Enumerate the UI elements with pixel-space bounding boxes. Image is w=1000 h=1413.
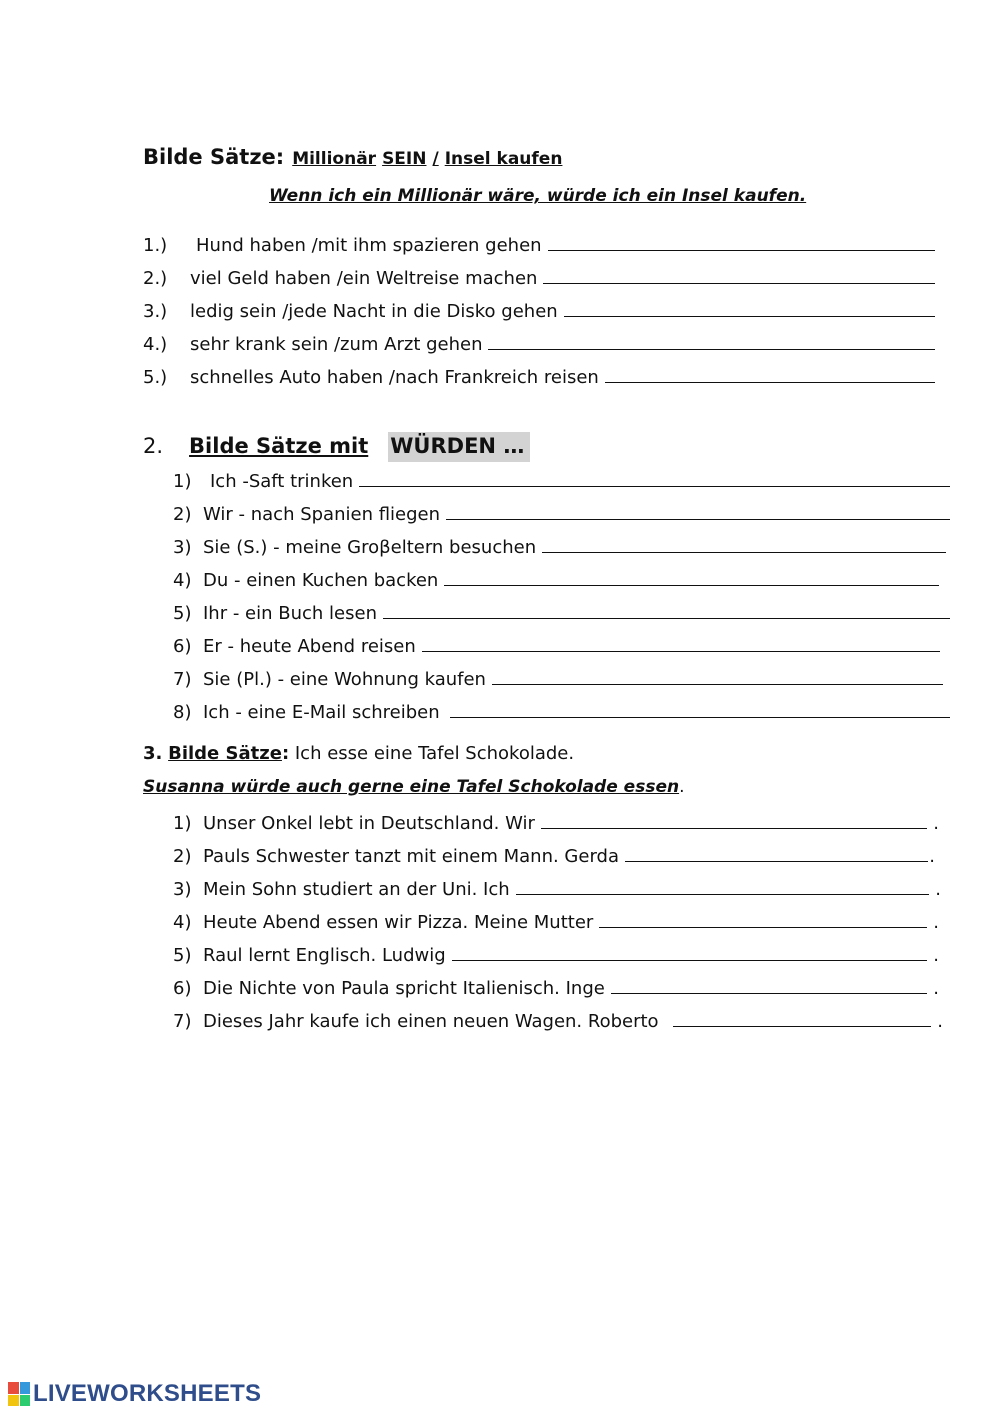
item-number: 1) [173, 471, 192, 492]
section1-title: Bilde Sätze: [143, 145, 285, 169]
item-prompt: Raul lernt Englisch. Ludwig [203, 945, 446, 966]
exercise-row [173, 812, 939, 834]
item-prompt: Du - einen Kuchen backen [203, 570, 439, 591]
logo-cube-tile [8, 1395, 19, 1407]
item-prompt: sehr krank sein /zum Arzt gehen [190, 334, 483, 355]
section1-subtitle [292, 149, 568, 169]
exercise-row [173, 878, 941, 900]
item-number: 4.) [143, 334, 168, 355]
section3-number: 3. [143, 743, 163, 764]
liveworksheets-logo [8, 1380, 261, 1408]
answer-line[interactable] [564, 300, 935, 317]
item-number: 1.) [143, 235, 168, 256]
item-number: 3.) [143, 301, 168, 322]
item-prompt: Heute Abend essen wir Pizza. Meine Mutter [203, 912, 594, 933]
answer-line[interactable] [673, 1010, 932, 1027]
exercise-row [143, 267, 935, 289]
item-end: . [933, 945, 939, 966]
item-number: 5.) [143, 367, 168, 388]
answer-line[interactable] [611, 977, 927, 994]
answer-line[interactable] [548, 234, 935, 251]
item-prompt: Die Nichte von Paula spricht Italienisch. Inge [203, 978, 605, 999]
exercise-row [143, 333, 935, 355]
item-number: 2) [173, 846, 192, 867]
section3-title: Bilde Sätze [168, 743, 282, 764]
answer-line[interactable] [488, 333, 935, 350]
item-number: 6) [173, 636, 192, 657]
item-prompt: ledig sein /jede Nacht in die Disko gehen [190, 301, 558, 322]
exercise-row [173, 701, 950, 723]
answer-line[interactable] [605, 366, 935, 383]
answer-line[interactable] [516, 878, 930, 895]
exercise-row [173, 944, 939, 966]
answer-line[interactable] [446, 503, 950, 520]
item-end: . [933, 978, 939, 999]
section2-highlight: WÜRDEN … [388, 432, 530, 462]
item-number: 4) [173, 570, 192, 591]
answer-line[interactable] [422, 635, 940, 652]
answer-line[interactable] [542, 536, 946, 553]
section1-heading [143, 145, 568, 169]
answer-line[interactable] [383, 602, 950, 619]
section2-number: 2. [143, 434, 164, 458]
item-prompt: Ich - eine E-Mail schreiben [203, 702, 440, 723]
exercise-row [173, 911, 939, 933]
exercise-row [173, 668, 943, 690]
logo-text: LIVEWORKSHEETS [33, 1380, 262, 1407]
exercise-row [173, 470, 950, 492]
item-end: . [929, 846, 935, 867]
item-number: 3) [173, 879, 192, 900]
section1-example: Wenn ich ein Millionär wäre, würde ich ein Insel kaufen. [269, 186, 807, 206]
section3-example-end: . [679, 777, 685, 797]
answer-line[interactable] [543, 267, 935, 284]
section3-instruction: Ich esse eine Tafel Schokolade. [294, 743, 575, 764]
subtitle-part: Insel kaufen [444, 149, 563, 169]
section3-example: Susanna würde auch gerne eine Tafel Schokolade essen [143, 777, 680, 797]
item-prompt: Wir - nach Spanien fliegen [203, 504, 441, 525]
item-prompt: Unser Onkel lebt in Deutschland. Wir [203, 813, 535, 834]
item-number: 3) [173, 537, 192, 558]
answer-line[interactable] [625, 845, 928, 862]
section3-example-line [143, 777, 684, 797]
exercise-row [143, 300, 935, 322]
exercise-row [173, 635, 940, 657]
answer-line[interactable] [599, 911, 927, 928]
exercise-row [143, 234, 935, 256]
section3-heading [143, 743, 574, 764]
item-end: . [935, 879, 941, 900]
answer-line[interactable] [359, 470, 950, 487]
item-prompt: Ihr - ein Buch lesen [203, 603, 377, 624]
answer-line[interactable] [444, 569, 939, 586]
item-number: 4) [173, 912, 192, 933]
item-end: . [937, 1011, 943, 1032]
item-prompt: Mein Sohn studiert an der Uni. Ich [203, 879, 510, 900]
answer-line[interactable] [492, 668, 943, 685]
item-number: 6) [173, 978, 192, 999]
logo-cube-tile [8, 1382, 19, 1394]
item-number: 1) [173, 813, 192, 834]
item-number: 5) [173, 603, 192, 624]
item-end: . [933, 912, 939, 933]
exercise-row [173, 845, 935, 867]
item-prompt: Dieses Jahr kaufe ich einen neuen Wagen. Roberto [203, 1011, 659, 1032]
item-prompt: Hund haben /mit ihm spazieren gehen [196, 235, 542, 256]
item-prompt: Sie (Pl.) - eine Wohnung kaufen [203, 669, 486, 690]
item-prompt: Ich -Saft trinken [210, 471, 354, 492]
section2-heading [143, 432, 530, 462]
item-end: . [933, 813, 939, 834]
logo-cube-tile [20, 1395, 31, 1407]
item-number: 2.) [143, 268, 168, 289]
item-prompt: viel Geld haben /ein Weltreise machen [190, 268, 538, 289]
exercise-row [143, 366, 935, 388]
subtitle-part: Millionär [292, 149, 377, 169]
item-prompt: Pauls Schwester tanzt mit einem Mann. Gerda [203, 846, 619, 867]
item-prompt: schnelles Auto haben /nach Frankreich reisen [190, 367, 599, 388]
logo-cube-icon [8, 1382, 30, 1406]
item-prompt: Sie (S.) - meine Groβeltern besuchen [203, 537, 537, 558]
exercise-row [173, 977, 939, 999]
section2-title: Bilde Sätze mit [189, 434, 369, 458]
exercise-row [173, 536, 946, 558]
item-number: 7) [173, 669, 192, 690]
section3-colon: : [281, 743, 290, 764]
answer-line[interactable] [452, 944, 928, 961]
subtitle-part: / [432, 149, 439, 169]
item-number: 7) [173, 1011, 192, 1032]
exercise-row [173, 1010, 943, 1032]
logo-cube-tile [20, 1382, 31, 1394]
exercise-row [173, 569, 939, 591]
answer-line[interactable] [450, 701, 950, 718]
subtitle-part: SEIN [382, 149, 427, 169]
item-number: 2) [173, 504, 192, 525]
exercise-row [173, 602, 950, 624]
item-number: 5) [173, 945, 192, 966]
item-prompt: Er - heute Abend reisen [203, 636, 416, 657]
item-number: 8) [173, 702, 192, 723]
answer-line[interactable] [541, 812, 927, 829]
exercise-row [173, 503, 950, 525]
